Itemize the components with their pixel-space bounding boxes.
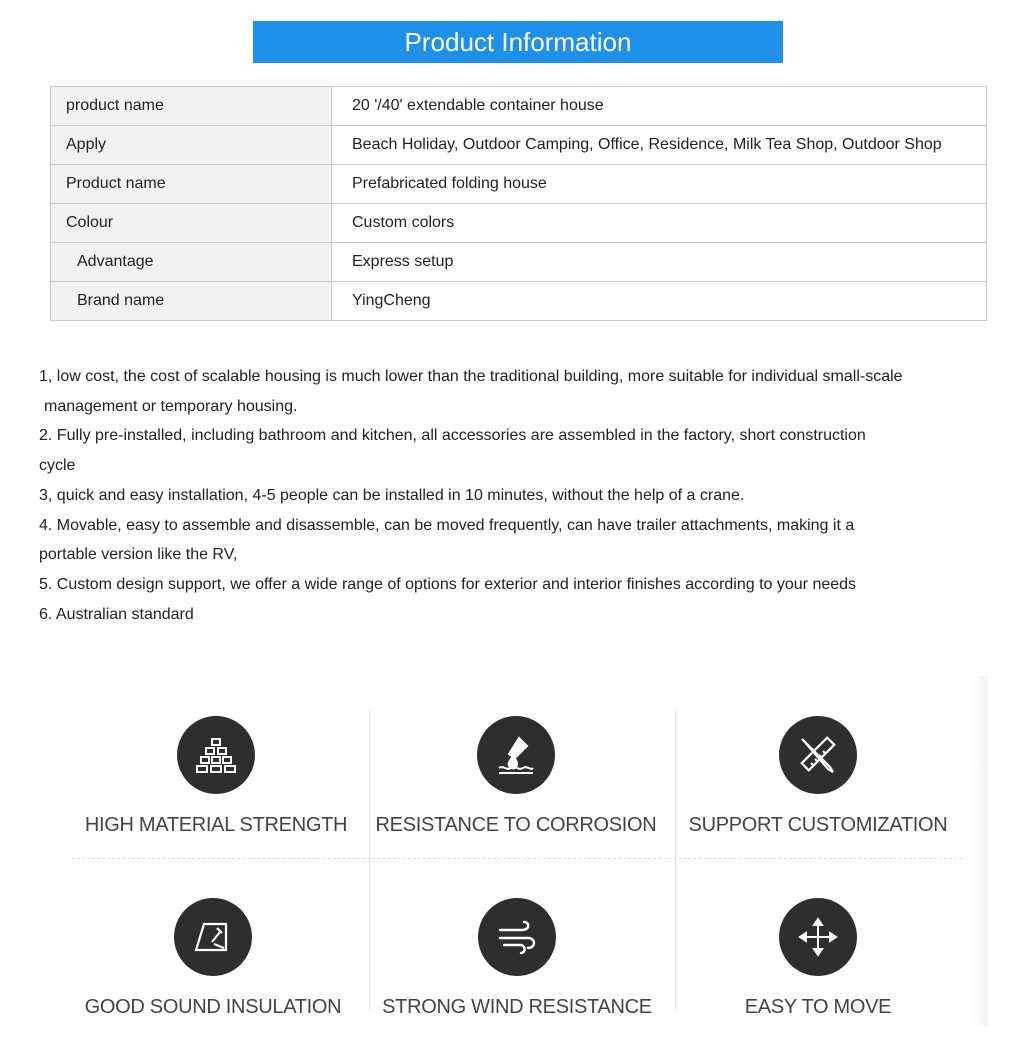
spec-value: Custom colors: [332, 204, 987, 243]
icon-circle: [174, 898, 252, 976]
feature-text: 2. Fully pre-installed, including bathroom and kitchen, all accessories are assembled in the factory, short construction: [39, 427, 866, 445]
spec-key: Brand name: [51, 282, 332, 321]
highlight-item: [63, 898, 363, 1019]
move-arrows-icon: [795, 914, 841, 960]
spec-value: 20 '/40' extendable container house: [332, 87, 987, 126]
table-row: [51, 243, 987, 282]
feature-text: 5. Custom design support, we offer a wide range of options for exterior and interior finishes according to your needs: [39, 575, 857, 593]
section-title-banner: Product Information: [253, 21, 783, 63]
icon-circle: [478, 898, 556, 976]
highlight-item: [66, 716, 366, 837]
highlight-item: [668, 898, 968, 1019]
spec-value: YingCheng: [332, 282, 987, 321]
feature-item: [39, 570, 1014, 600]
highlight-item: [366, 716, 666, 837]
spec-key: Apply: [51, 126, 332, 165]
spec-key: product name: [51, 87, 332, 126]
spec-value: Express setup: [332, 243, 987, 282]
muted-wall-icon: [190, 914, 236, 960]
image-edge-shadow: [972, 676, 988, 1026]
spec-key: Colour: [51, 204, 332, 243]
feature-text: 3, quick and easy installation, 4-5 people can be installed in 10 minutes, without the help of a crane.: [39, 486, 745, 504]
highlight-label: SUPPORT CUSTOMIZATION: [688, 814, 948, 836]
highlight-item: [367, 898, 667, 1019]
spec-table: [50, 86, 987, 321]
grid-divider: [72, 858, 962, 859]
icon-circle: [779, 898, 857, 976]
gold-bars-icon: [193, 732, 239, 778]
water-drop-icon: [493, 732, 539, 778]
highlight-label: GOOD SOUND INSULATION: [84, 996, 342, 1018]
table-row: [51, 126, 987, 165]
highlight-label: HIGH MATERIAL STRENGTH: [84, 814, 348, 836]
wind-icon: [494, 914, 540, 960]
feature-text-continued: cycle: [39, 457, 76, 475]
table-row: [51, 204, 987, 243]
feature-item: [39, 481, 1014, 511]
highlights-grid: [72, 706, 962, 1016]
highlight-label: EASY TO MOVE: [744, 996, 892, 1018]
highlight-label: STRONG WIND RESISTANCE: [382, 996, 652, 1018]
feature-item: [39, 511, 1014, 570]
feature-item: [39, 362, 1014, 421]
highlight-item: [668, 716, 968, 837]
feature-text-continued: management or temporary housing.: [44, 397, 298, 415]
feature-text: 1, low cost, the cost of scalable housing is much lower than the traditional building, more suitable for individual small-scale: [39, 368, 903, 385]
spec-key: Product name: [51, 165, 332, 204]
feature-text: 4. Movable, easy to assemble and disassemble, can be moved frequently, can have trailer attachments, making it a: [39, 516, 855, 534]
feature-text-continued: portable version like the RV,: [39, 546, 238, 564]
feature-text: 6. Australian standard: [39, 605, 194, 623]
table-row: [51, 282, 987, 321]
feature-item: [39, 421, 1014, 480]
highlight-label: RESISTANCE TO CORROSION: [375, 814, 657, 836]
table-row: [51, 165, 987, 204]
icon-circle: [177, 716, 255, 794]
spec-value: Prefabricated folding house: [332, 165, 987, 204]
ruler-pencil-icon: [795, 732, 841, 778]
icon-circle: [779, 716, 857, 794]
feature-item: [39, 600, 1014, 630]
spec-value: Beach Holiday, Outdoor Camping, Office, Residence, Milk Tea Shop, Outdoor Shop: [332, 126, 987, 165]
table-row: [51, 87, 987, 126]
icon-circle: [477, 716, 555, 794]
feature-list: [39, 362, 1014, 629]
spec-key: Advantage: [51, 243, 332, 282]
